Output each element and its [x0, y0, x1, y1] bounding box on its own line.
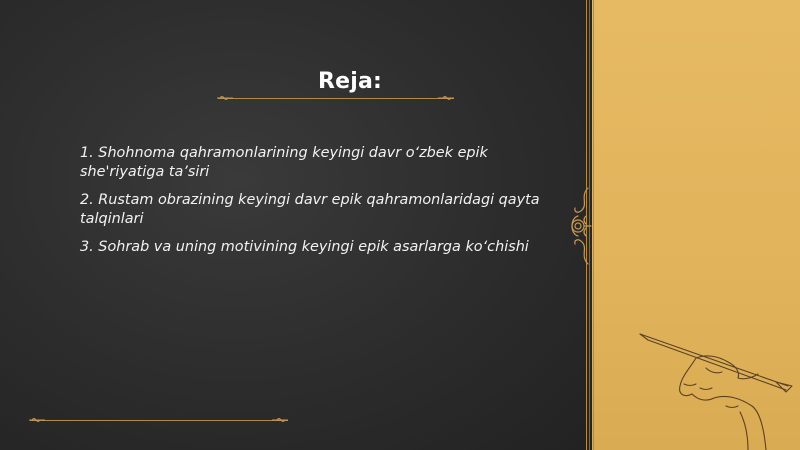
- panel-border-line: [593, 0, 594, 450]
- flourish-icon: [271, 416, 289, 424]
- flourish-icon: [437, 94, 455, 102]
- slide-title: Reja:: [317, 69, 383, 94]
- title-divider: [218, 98, 454, 99]
- scroll-ornament-icon: [566, 186, 592, 266]
- flourish-icon: [216, 94, 234, 102]
- bottom-divider: [30, 420, 288, 421]
- plan-item-2: 2. Rustam obrazining keyingi davr epik qahramonlaridagi qayta talqinlari: [80, 192, 540, 227]
- plan-list: [80, 144, 560, 266]
- plan-item-3: 3. Sohrab va uning motivining keyingi epik asarlarga ko‘chishi: [80, 239, 529, 255]
- hand-with-quill-icon: [636, 328, 796, 450]
- flourish-icon: [28, 416, 46, 424]
- plan-item-1: 1. Shohnoma qahramonlarining keyingi davr o‘zbek epik she'riyatiga ta’siri: [80, 145, 488, 180]
